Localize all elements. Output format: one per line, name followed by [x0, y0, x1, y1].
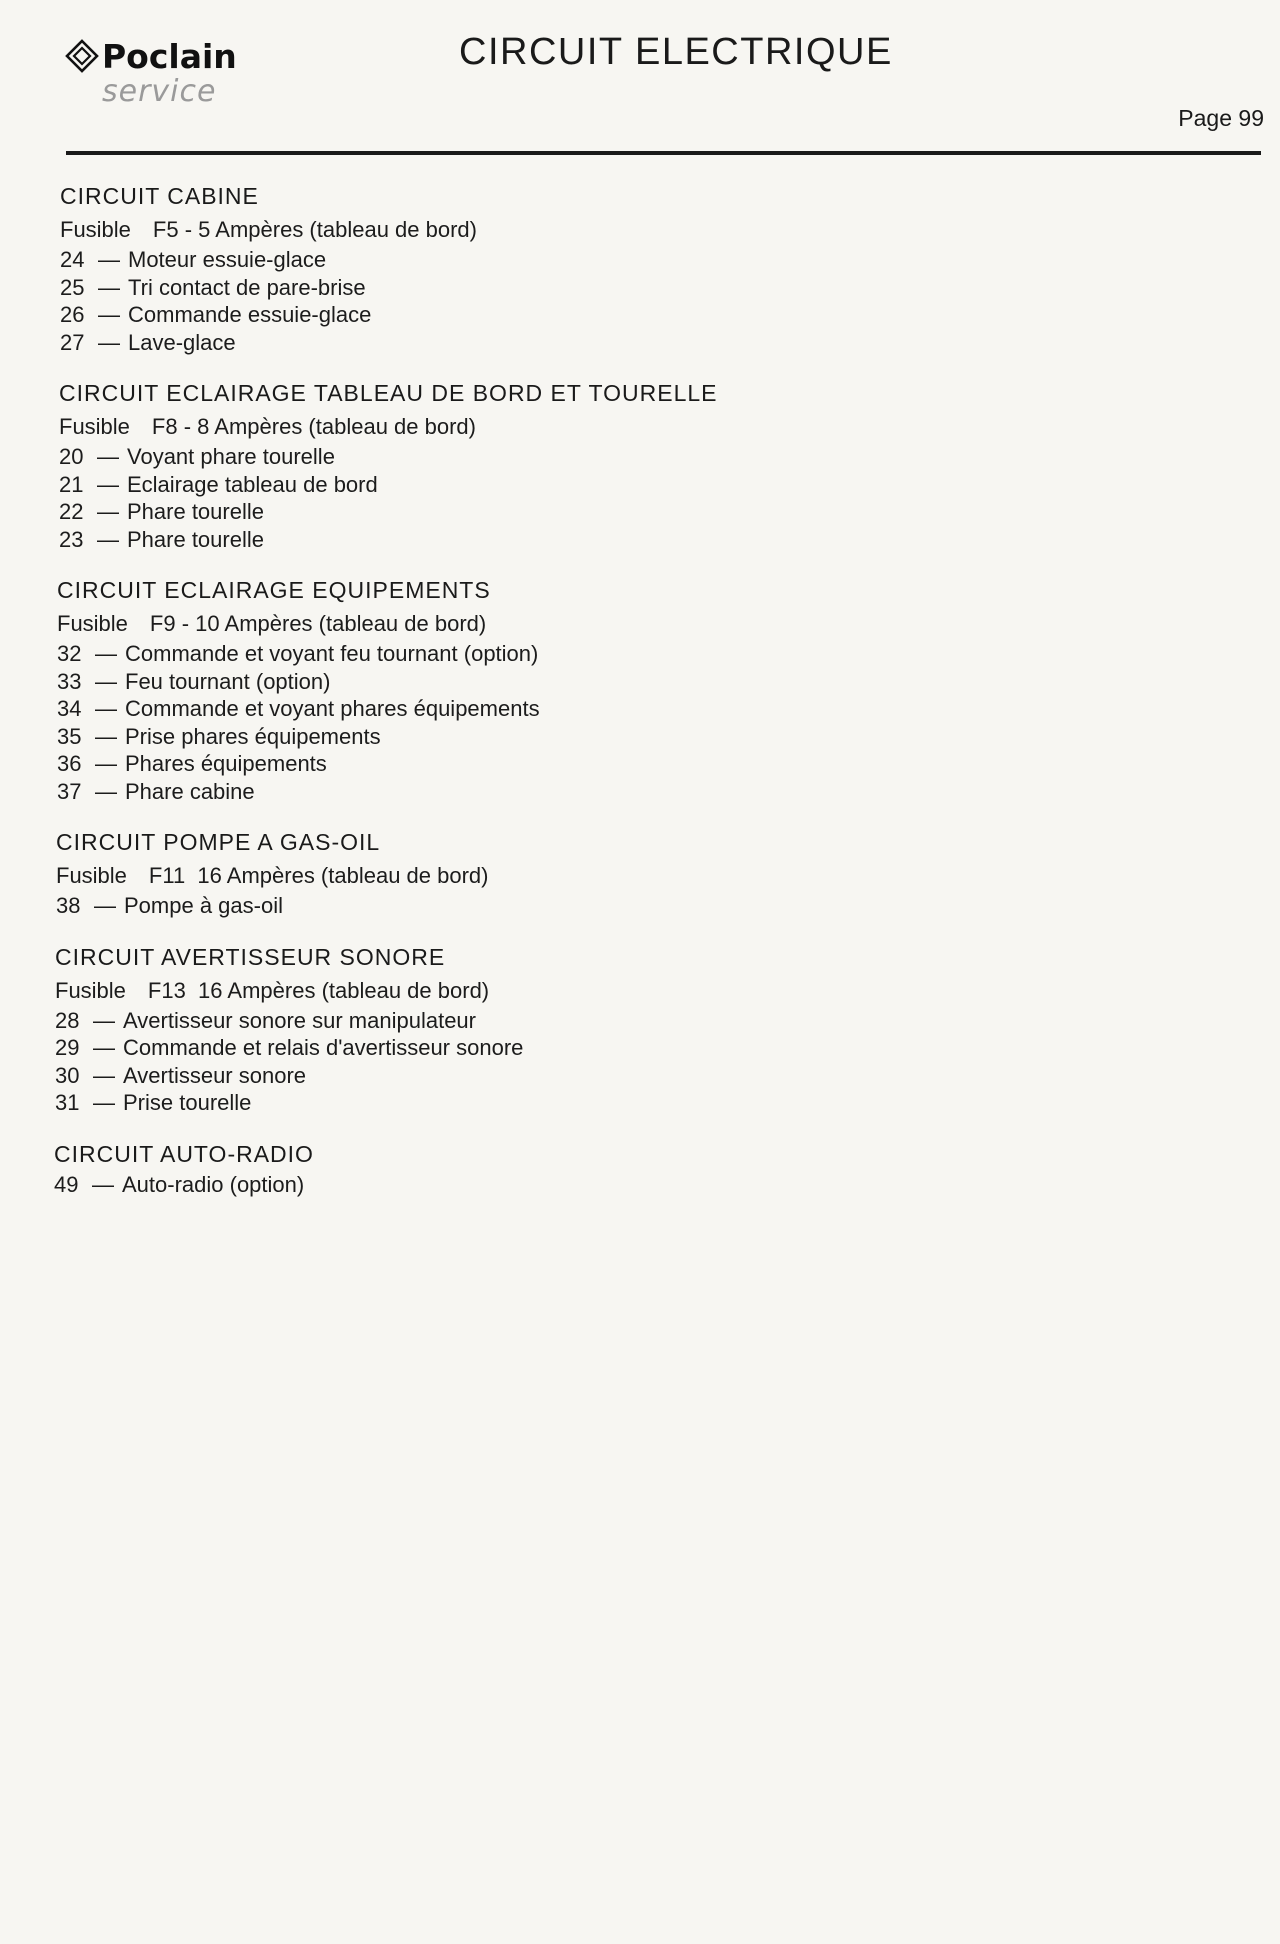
- item-number: 38: [56, 893, 81, 918]
- list-item: [59, 526, 1210, 554]
- list-item: [57, 750, 1210, 778]
- circuit-section: [55, 941, 1210, 1117]
- list-item: [55, 1034, 1210, 1062]
- list-item: [60, 274, 1210, 302]
- item-text: Commande essuie-glace: [128, 302, 372, 327]
- item-text: Moteur essuie-glace: [128, 247, 327, 272]
- section-title: CIRCUIT CABINE: [60, 183, 259, 209]
- item-dash: —: [93, 1007, 115, 1033]
- item-text: Avertisseur sonore sur manipulateur: [123, 1007, 476, 1033]
- item-dash: —: [93, 1035, 115, 1060]
- item-number: 37: [57, 778, 82, 804]
- list-item: [54, 1171, 1210, 1199]
- fuse-value: F11 16 Ampères (tableau de bord): [148, 863, 489, 888]
- list-item: [57, 723, 1210, 751]
- item-number: 34: [57, 696, 82, 721]
- circuit-section: [54, 1138, 1210, 1199]
- fuse-value: F9 - 10 Ampères (tableau de bord): [149, 611, 487, 636]
- list-item: [60, 301, 1210, 329]
- item-dash: —: [95, 696, 117, 721]
- item-dash: —: [92, 1171, 114, 1197]
- item-text: Phare cabine: [125, 778, 255, 804]
- poclain-logo: [64, 34, 284, 114]
- item-dash: —: [95, 641, 117, 666]
- item-dash: —: [95, 668, 117, 694]
- item-number: 31: [55, 1090, 80, 1115]
- item-text: Lave-glace: [128, 329, 236, 355]
- item-number: 24: [60, 247, 85, 272]
- item-text: Auto-radio (option): [122, 1171, 305, 1197]
- item-number: 28: [55, 1007, 80, 1033]
- fuse-line: [55, 974, 1210, 1007]
- list-item: [59, 471, 1210, 499]
- list-item: [56, 892, 1210, 920]
- circuit-section: [60, 180, 1210, 356]
- item-dash: —: [98, 274, 120, 300]
- item-text: Tri contact de pare-brise: [128, 274, 366, 300]
- item-text: Phare tourelle: [127, 526, 264, 552]
- item-number: 36: [57, 751, 82, 776]
- section-title: CIRCUIT ECLAIRAGE EQUIPEMENTS: [57, 577, 491, 603]
- item-dash: —: [94, 893, 116, 918]
- list-item: [59, 498, 1210, 526]
- list-item: [60, 246, 1210, 274]
- item-number: 49: [54, 1171, 79, 1197]
- page-title: CIRCUIT ELECTRIQUE: [459, 31, 893, 73]
- item-dash: —: [97, 471, 119, 497]
- item-dash: —: [97, 444, 119, 469]
- circuit-section: [59, 377, 1210, 553]
- item-number: 26: [60, 302, 85, 327]
- fuse-label: Fusible: [55, 977, 126, 1003]
- fuse-label: Fusible: [59, 414, 130, 439]
- circuit-list: [54, 180, 1210, 1219]
- item-dash: —: [95, 723, 117, 749]
- item-number: 22: [59, 499, 84, 524]
- item-dash: —: [93, 1090, 115, 1115]
- list-item: [57, 695, 1210, 723]
- item-dash: —: [95, 778, 117, 804]
- item-text: Commande et voyant phares équipements: [125, 696, 540, 721]
- item-dash: —: [95, 751, 117, 776]
- list-item: [57, 640, 1210, 668]
- item-number: 35: [57, 723, 82, 749]
- fuse-line: [56, 859, 1210, 892]
- fuse-value: F8 - 8 Ampères (tableau de bord): [151, 414, 476, 439]
- fuse-line: [57, 607, 1210, 640]
- item-text: Eclairage tableau de bord: [127, 471, 378, 497]
- list-item: [57, 778, 1210, 806]
- item-text: Prise tourelle: [123, 1090, 252, 1115]
- section-title: CIRCUIT POMPE A GAS-OIL: [56, 829, 381, 855]
- logo-subtitle: service: [102, 74, 217, 109]
- list-item: [60, 329, 1210, 357]
- item-number: 21: [59, 471, 84, 497]
- list-item: [55, 1089, 1210, 1117]
- item-number: 23: [59, 526, 84, 552]
- section-title: CIRCUIT AVERTISSEUR SONORE: [55, 943, 446, 970]
- item-text: Phare tourelle: [127, 499, 264, 524]
- item-dash: —: [93, 1062, 115, 1088]
- fuse-value: F13 16 Ampères (tableau de bord): [147, 977, 490, 1003]
- fuse-label: Fusible: [57, 611, 128, 636]
- section-title: CIRCUIT AUTO-RADIO: [54, 1140, 314, 1167]
- fuse-line: [59, 410, 1210, 443]
- header-divider: [66, 151, 1261, 155]
- item-dash: —: [98, 329, 120, 355]
- diamond-logo-icon: [64, 38, 100, 74]
- item-dash: —: [97, 499, 119, 524]
- item-number: 33: [57, 668, 82, 694]
- list-item: [55, 1062, 1210, 1090]
- item-text: Voyant phare tourelle: [127, 444, 335, 469]
- item-number: 29: [55, 1035, 80, 1060]
- fuse-label: Fusible: [56, 863, 127, 888]
- fuse-value: F5 - 5 Ampères (tableau de bord): [152, 217, 477, 242]
- item-text: Feu tournant (option): [125, 668, 331, 694]
- list-item: [59, 443, 1210, 471]
- page-number: Page 99: [1178, 105, 1264, 131]
- item-text: Commande et voyant feu tournant (option): [125, 641, 539, 666]
- item-text: Avertisseur sonore: [123, 1062, 307, 1088]
- list-item: [55, 1007, 1210, 1035]
- circuit-section: [57, 574, 1210, 805]
- section-title: CIRCUIT ECLAIRAGE TABLEAU DE BORD ET TOURELLE: [59, 380, 718, 406]
- item-text: Phares équipements: [125, 751, 327, 776]
- item-text: Pompe à gas-oil: [124, 893, 283, 918]
- item-number: 20: [59, 444, 84, 469]
- item-text: Commande et relais d'avertisseur sonore: [123, 1035, 524, 1060]
- fuse-label: Fusible: [60, 217, 131, 242]
- item-number: 30: [55, 1062, 80, 1088]
- list-item: [57, 668, 1210, 696]
- item-number: 32: [57, 641, 82, 666]
- circuit-section: [56, 826, 1210, 920]
- item-text: Prise phares équipements: [125, 723, 381, 749]
- item-number: 25: [60, 274, 85, 300]
- item-dash: —: [97, 526, 119, 552]
- item-dash: —: [98, 302, 120, 327]
- item-number: 27: [60, 329, 85, 355]
- item-dash: —: [98, 247, 120, 272]
- logo-brand: Poclain: [102, 36, 237, 76]
- fuse-line: [60, 213, 1210, 246]
